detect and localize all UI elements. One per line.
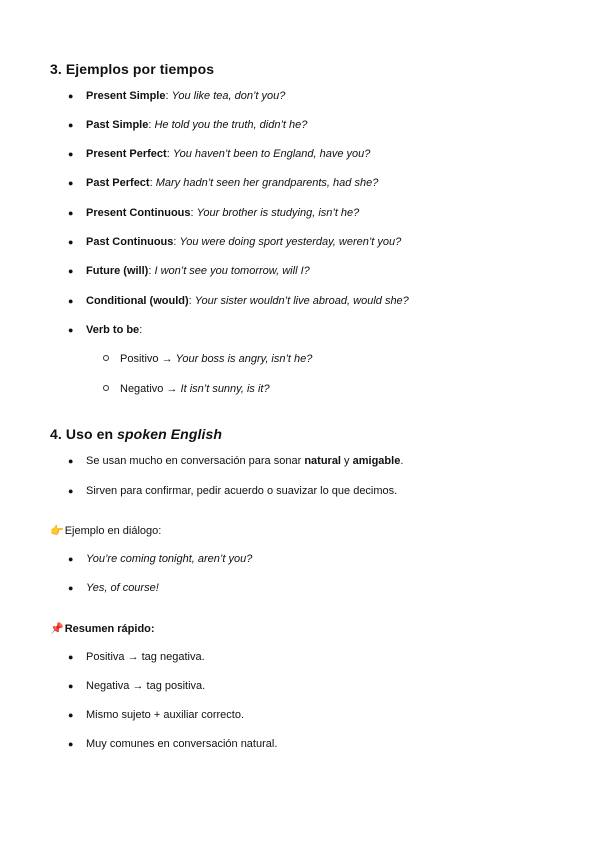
summary-item-text: Positiva → tag negativa.	[86, 651, 205, 663]
summary-item-4	[68, 737, 277, 751]
summary-item-text: Negativa → tag positiva.	[86, 680, 206, 692]
item-sep: :	[190, 207, 197, 219]
item-example: You were doing sport yesterday, weren’t you?	[179, 236, 402, 248]
bullet-icon: ●	[68, 91, 74, 101]
bullet-icon: ●	[68, 486, 74, 496]
section-4-heading	[50, 426, 222, 442]
sub-item-example: Your boss is angry, isn’t he?	[175, 353, 313, 365]
section-3-heading: 3. Ejemplos por tiempos	[50, 61, 215, 77]
list-item-present-continuous	[68, 206, 359, 220]
bullet-icon: ●	[68, 710, 74, 720]
list-item-conditional-would	[68, 294, 409, 308]
bullet-icon: ●	[68, 178, 74, 188]
item-example: Your brother is studying, isn’t he?	[196, 207, 360, 219]
item-sep: :	[173, 236, 180, 248]
heading-prefix: 4. Uso en	[50, 426, 118, 442]
hollow-bullet-icon	[103, 355, 109, 361]
bullet-icon: ●	[68, 652, 74, 662]
item-sep: :	[149, 177, 156, 189]
item-sep: :	[166, 148, 173, 160]
item-label: Past Perfect	[86, 177, 150, 189]
bullet-icon: ●	[68, 149, 74, 159]
dialog-line-text: Yes, of course!	[86, 582, 159, 594]
list-item-present-simple	[68, 89, 285, 103]
bullet-icon: ●	[68, 208, 74, 218]
bullet-icon: ●	[68, 296, 74, 306]
item-example: He told you the truth, didn’t he?	[154, 119, 308, 131]
sub-item-prefix: Positivo →	[120, 353, 176, 365]
sub-item-negativo	[103, 382, 270, 396]
bullet-icon: ●	[68, 554, 74, 564]
bullet-icon: ●	[68, 739, 74, 749]
dialog-line-text: You’re coming tonight, aren’t you?	[86, 553, 253, 565]
summary-heading	[50, 622, 155, 636]
item-example: You haven’t been to England, have you?	[172, 148, 371, 160]
heading-italic: spoken English	[117, 426, 223, 442]
item-label: Past Continuous	[86, 236, 174, 248]
item-example: You like tea, don’t you?	[171, 90, 286, 102]
bullet-icon: ●	[68, 237, 74, 247]
hollow-bullet-icon	[103, 385, 109, 391]
dialog-line-1	[68, 552, 252, 566]
pointing-hand-icon: 👉	[50, 525, 64, 537]
sub-item-positivo	[103, 352, 312, 366]
list-item-future-will	[68, 264, 310, 278]
item-sep: :	[165, 90, 172, 102]
list-item-past-simple	[68, 118, 307, 132]
bullet-icon: ●	[68, 325, 74, 335]
bullet-icon: ●	[68, 266, 74, 276]
item-sep: :	[148, 119, 155, 131]
item-label: Verb to be	[86, 324, 140, 336]
item-label: Present Continuous	[86, 207, 191, 219]
item-sep: :	[188, 295, 195, 307]
item-text: y	[341, 455, 353, 467]
sub-item-example: It isn’t sunny, is it?	[180, 383, 270, 395]
summary-item-text: Muy comunes en conversación natural.	[86, 738, 278, 750]
item-label: Past Simple	[86, 119, 149, 131]
bullet-icon: ●	[68, 681, 74, 691]
item-example: I won’t see you tomorrow, will I?	[154, 265, 310, 277]
dialog-line-2	[68, 581, 159, 595]
list-item-verb-to-be	[68, 323, 142, 337]
list-item-uso-1	[68, 454, 403, 468]
item-example: Mary hadn’t seen her grandparents, had she?	[155, 177, 379, 189]
item-text: .	[400, 455, 404, 467]
bullet-icon: ●	[68, 120, 74, 130]
item-label: Present Simple	[86, 90, 166, 102]
item-bold-amigable: amigable	[352, 455, 401, 467]
summary-item-1	[68, 650, 205, 664]
bullet-icon: ●	[68, 456, 74, 466]
sub-item-prefix: Negativo →	[120, 383, 181, 395]
item-text: Se usan mucho en conversación para sonar	[86, 455, 305, 467]
summary-heading-text: Resumen rápido:	[64, 623, 155, 635]
list-item-uso-2	[68, 484, 397, 498]
summary-item-text: Mismo sujeto + auxiliar correcto.	[86, 709, 245, 721]
item-label: Present Perfect	[86, 148, 167, 160]
summary-item-3	[68, 708, 244, 722]
list-item-past-perfect	[68, 176, 378, 190]
dialog-heading-text: Ejemplo en diálogo:	[64, 525, 162, 537]
list-item-past-continuous	[68, 235, 401, 249]
item-sep: :	[139, 324, 143, 336]
item-label: Future (will)	[86, 265, 149, 277]
item-text: Sirven para confirmar, pedir acuerdo o suavizar lo que decimos.	[86, 485, 398, 497]
item-example: Your sister wouldn’t live abroad, would she?	[194, 295, 409, 307]
summary-item-2	[68, 679, 205, 693]
item-sep: :	[148, 265, 155, 277]
item-bold-natural: natural	[304, 455, 341, 467]
dialog-heading	[50, 524, 161, 538]
item-label: Conditional (would)	[86, 295, 189, 307]
pushpin-icon: 📌	[50, 623, 64, 635]
bullet-icon: ●	[68, 583, 74, 593]
list-item-present-perfect	[68, 147, 370, 161]
